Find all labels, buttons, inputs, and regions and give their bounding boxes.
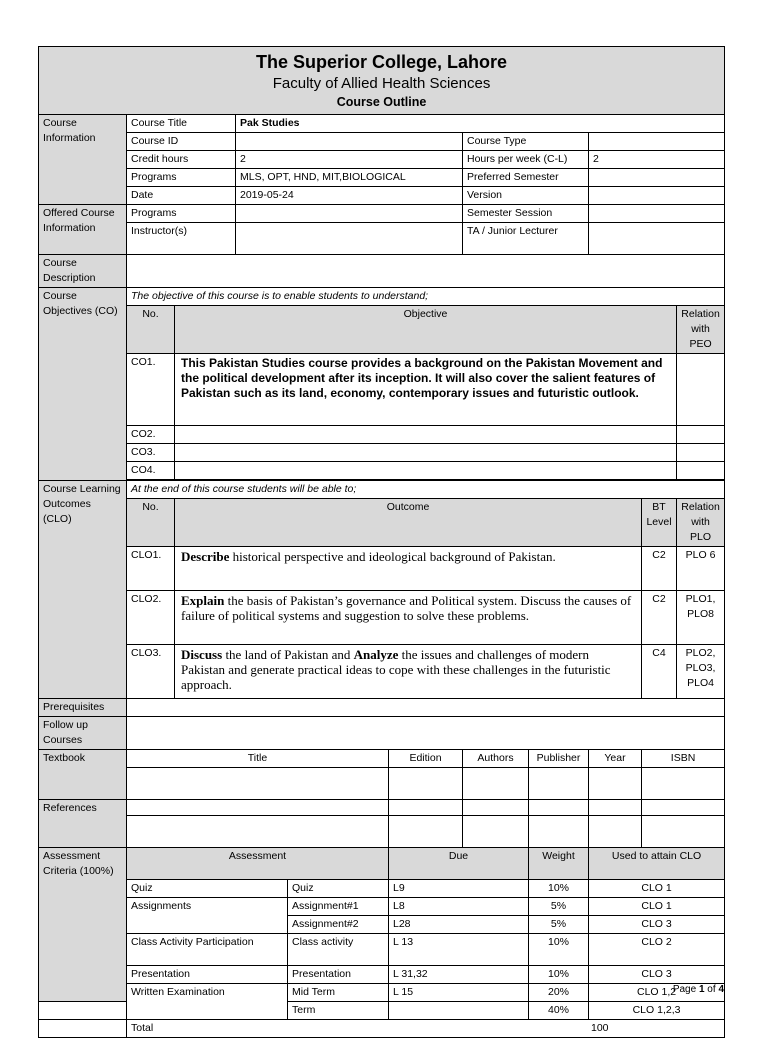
course-title-row <box>39 115 725 133</box>
follow-up-courses-label: Follow up Courses <box>39 717 127 750</box>
outcome-bt-level: C2 <box>642 547 677 591</box>
textbook-col-isbn: ISBN <box>642 750 725 768</box>
assessment-clo: CLO 1 <box>589 898 725 916</box>
objective-row <box>39 354 725 426</box>
reference-authors <box>463 816 529 848</box>
objective-row <box>39 462 725 480</box>
total-label: Total <box>131 1022 154 1034</box>
objective-row <box>39 426 725 444</box>
offered-programs-value <box>236 205 463 223</box>
course-outline-page <box>38 46 724 1038</box>
ta-label: TA / Junior Lecturer <box>463 223 589 255</box>
total-row-blank <box>39 1020 127 1038</box>
outcome-verb: Describe <box>181 549 230 564</box>
references-row <box>39 800 725 816</box>
objectives-intro-row <box>39 288 725 306</box>
objective-no: CO3. <box>127 444 175 462</box>
assessment-item: Presentation <box>288 966 389 984</box>
assessment-clo: CLO 1,2 <box>589 984 725 1002</box>
follow-up-courses-value <box>127 717 725 750</box>
document-header <box>39 47 725 115</box>
offered-programs-row <box>39 205 725 223</box>
objective-text <box>175 444 677 462</box>
assessment-category: Quiz <box>127 880 288 898</box>
outcome-plo: PLO 6 <box>677 547 725 591</box>
assessment-due: L 13 <box>389 934 529 966</box>
page-total: 4 <box>718 984 724 995</box>
hours-per-week-label: Hours per week (C-L) <box>463 151 589 169</box>
date-row <box>39 187 725 205</box>
semester-session-label: Semester Session <box>463 205 589 223</box>
objectives-col-relation: Relation with PEO <box>677 306 725 354</box>
prerequisites-value <box>127 699 725 717</box>
credit-hours-value: 2 <box>236 151 463 169</box>
assessment-col-assessment: Assessment <box>127 848 389 880</box>
reference-title <box>127 800 389 816</box>
assessment-weight: 20% <box>529 984 589 1002</box>
assessment-col-clo: Used to attain CLO <box>589 848 725 880</box>
reference-title <box>127 816 389 848</box>
objectives-col-no: No. <box>127 306 175 354</box>
assessment-category: Assignments <box>127 898 288 934</box>
assessment-item: Assignment#2 <box>288 916 389 934</box>
outcome-verb-2: Analyze <box>353 647 399 662</box>
outcome-description-b: the issues and challenges of modern Pakistan and generate practical ideas to cope with these challenges in the futuristic approach. <box>181 647 611 692</box>
page-of: of <box>704 984 719 995</box>
outcome-row <box>39 547 725 591</box>
outcome-plo: PLO2, PLO3, PLO4 <box>677 645 725 699</box>
assessment-item: Assignment#1 <box>288 898 389 916</box>
date-value: 2019-05-24 <box>236 187 463 205</box>
outcome-no: CLO2. <box>127 591 175 645</box>
assessment-weight: 5% <box>529 916 589 934</box>
offered-programs-label: Programs <box>127 205 236 223</box>
programs-value: MLS, OPT, HND, MIT,BIOLOGICAL <box>236 169 463 187</box>
assessment-criteria-label: Assessment Criteria (100%) <box>39 848 127 1002</box>
assessment-row <box>39 898 725 916</box>
assessment-total <box>127 1020 725 1038</box>
total-value: 100 <box>591 1022 609 1034</box>
semester-session-value <box>589 205 725 223</box>
assessment-clo: CLO 3 <box>589 916 725 934</box>
assessment-row <box>39 934 725 966</box>
course-id-row <box>39 133 725 151</box>
textbook-year <box>589 768 642 800</box>
assessment-row <box>39 984 725 1002</box>
objective-row <box>39 444 725 462</box>
outcomes-col-bt: BT Level <box>642 499 677 547</box>
outcome-verb: Explain <box>181 593 225 608</box>
textbook-col-publisher: Publisher <box>529 750 589 768</box>
assessment-due: L28 <box>389 916 529 934</box>
prerequisites-row <box>39 699 725 717</box>
assessment-clo: CLO 3 <box>589 966 725 984</box>
textbook-header-row <box>39 750 725 768</box>
outcomes-col-relation: Relation with PLO <box>677 499 725 547</box>
outcome-bt-level: C4 <box>642 645 677 699</box>
assessment-item: Mid Term <box>288 984 389 1002</box>
outcome-description: the basis of Pakistan’s governance and Political system. Discuss the causes of failure of political systems and suggestion to solve these problems. <box>181 593 632 623</box>
outcome-text <box>175 645 642 699</box>
objective-text <box>175 462 677 480</box>
assessment-row-blank <box>39 1002 127 1020</box>
outcome-row <box>39 645 725 699</box>
objective-no: CO4. <box>127 462 175 480</box>
programs-label: Programs <box>127 169 236 187</box>
assessment-item: Term <box>288 1002 389 1020</box>
version-value <box>589 187 725 205</box>
textbook-col-year: Year <box>589 750 642 768</box>
course-description-value <box>127 255 725 288</box>
offered-course-information-label: Offered Course Information <box>39 205 127 255</box>
header-row <box>39 47 725 115</box>
assessment-item: Quiz <box>288 880 389 898</box>
reference-edition <box>389 800 463 816</box>
reference-isbn <box>642 816 725 848</box>
assessment-due: L 31,32 <box>389 966 529 984</box>
objective-text: This Pakistan Studies course provides a background on the Pakistan Movement and the political development after its inception. It will also cover the salient features of Pakistan such as its land, economy, contemporary issues and futuristic outlook. <box>175 354 677 426</box>
assessment-category: Written Examination <box>127 984 288 1020</box>
page-number <box>673 984 724 995</box>
textbook-isbn <box>642 768 725 800</box>
assessment-weight: 40% <box>529 1002 589 1020</box>
instructors-row <box>39 223 725 255</box>
course-title-label: Course Title <box>127 115 236 133</box>
objective-relation <box>677 444 725 462</box>
instructors-label: Instructor(s) <box>127 223 236 255</box>
assessment-weight: 5% <box>529 898 589 916</box>
textbook-title <box>127 768 389 800</box>
assessment-clo: CLO 1,2,3 <box>589 1002 725 1020</box>
assessment-row <box>39 966 725 984</box>
assessment-weight: 10% <box>529 966 589 984</box>
outcomes-header-row <box>39 499 725 547</box>
assessment-weight: 10% <box>529 934 589 966</box>
assessment-item: Class activity <box>288 934 389 966</box>
assessment-due: L9 <box>389 880 529 898</box>
objectives-header-row <box>39 306 725 354</box>
course-title-value: Pak Studies <box>236 115 725 133</box>
follow-up-row <box>39 717 725 750</box>
textbook-col-authors: Authors <box>463 750 529 768</box>
outline-title: Course Outline <box>336 95 427 109</box>
outcome-no: CLO1. <box>127 547 175 591</box>
preferred-semester-label: Preferred Semester <box>463 169 589 187</box>
hours-per-week-value: 2 <box>589 151 725 169</box>
assessment-due: L8 <box>389 898 529 916</box>
objective-relation <box>677 462 725 480</box>
reference-publisher <box>529 800 589 816</box>
textbook-row <box>39 768 725 800</box>
assessment-weight: 10% <box>529 880 589 898</box>
textbook-publisher <box>529 768 589 800</box>
assessment-due: L 15 <box>389 984 529 1002</box>
ta-value <box>589 223 725 255</box>
assessment-clo: CLO 2 <box>589 934 725 966</box>
course-information-label: Course Information <box>39 115 127 205</box>
assessment-total-row <box>39 1020 725 1038</box>
page-current: 1 <box>698 984 705 995</box>
course-id-value <box>236 133 463 151</box>
assessment-row <box>39 880 725 898</box>
objective-text <box>175 426 677 444</box>
course-type-label: Course Type <box>463 133 589 151</box>
assessment-header-row <box>39 848 725 880</box>
reference-year <box>589 800 642 816</box>
page-prefix: Page <box>672 984 699 995</box>
outcome-text <box>175 547 642 591</box>
reference-edition <box>389 816 463 848</box>
faculty-title: Faculty of Allied Health Sciences <box>272 75 491 92</box>
reference-authors <box>463 800 529 816</box>
credit-hours-label: Credit hours <box>127 151 236 169</box>
textbook-edition <box>389 768 463 800</box>
assessment-col-weight: Weight <box>529 848 589 880</box>
outcome-no: CLO3. <box>127 645 175 699</box>
references-row <box>39 816 725 848</box>
course-id-label: Course ID <box>127 133 236 151</box>
textbook-authors <box>463 768 529 800</box>
outcome-description: historical perspective and ideological background of Pakistan. <box>229 549 556 564</box>
objective-no: CO1. <box>127 354 175 426</box>
textbook-label: Textbook <box>39 750 127 800</box>
outcome-verb: Discuss <box>181 647 223 662</box>
objective-relation <box>677 354 725 426</box>
course-outline-table <box>38 46 725 1038</box>
objectives-intro: The objective of this course is to enable students to understand; <box>127 288 725 306</box>
reference-publisher <box>529 816 589 848</box>
outcome-plo: PLO1, PLO8 <box>677 591 725 645</box>
assessment-category: Class Activity Participation <box>127 934 288 966</box>
course-type-value <box>589 133 725 151</box>
outcome-text <box>175 591 642 645</box>
college-title: The Superior College, Lahore <box>256 52 508 72</box>
outcomes-intro: At the end of this course students will be able to; <box>127 481 725 499</box>
course-learning-outcomes-label: Course Learning Outcomes (CLO) <box>39 481 127 699</box>
instructors-value <box>236 223 463 255</box>
preferred-semester-value <box>589 169 725 187</box>
objectives-col-objective: Objective <box>175 306 677 354</box>
assessment-category: Presentation <box>127 966 288 984</box>
description-row <box>39 255 725 288</box>
reference-isbn <box>642 800 725 816</box>
objective-no: CO2. <box>127 426 175 444</box>
course-objectives-label: Course Objectives (CO) <box>39 288 127 481</box>
outcomes-intro-row <box>39 481 725 499</box>
outcomes-col-outcome: Outcome <box>175 499 642 547</box>
references-label: References <box>39 800 127 848</box>
version-label: Version <box>463 187 589 205</box>
assessment-col-due: Due <box>389 848 529 880</box>
credit-hours-row <box>39 151 725 169</box>
outcome-bt-level: C2 <box>642 591 677 645</box>
objective-relation <box>677 426 725 444</box>
reference-year <box>589 816 642 848</box>
textbook-col-title: Title <box>127 750 389 768</box>
outcomes-col-no: No. <box>127 499 175 547</box>
date-label: Date <box>127 187 236 205</box>
prerequisites-label: Prerequisites <box>39 699 127 717</box>
assessment-due <box>389 1002 529 1020</box>
course-description-label: Course Description <box>39 255 127 288</box>
outcome-row <box>39 591 725 645</box>
assessment-clo: CLO 1 <box>589 880 725 898</box>
outcome-description-a: the land of Pakistan and <box>222 647 354 662</box>
programs-row <box>39 169 725 187</box>
textbook-col-edition: Edition <box>389 750 463 768</box>
